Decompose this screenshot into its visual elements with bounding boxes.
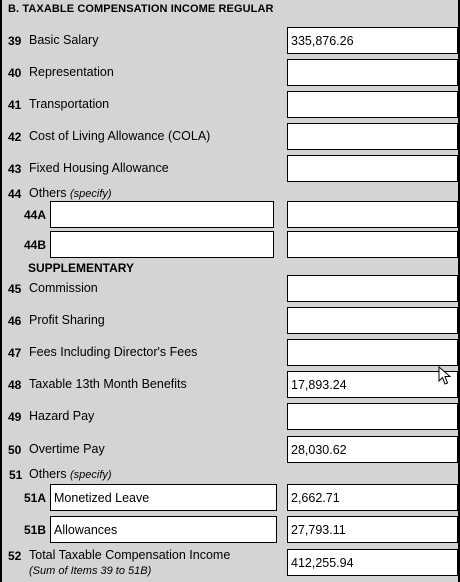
section-title: B. TAXABLE COMPENSATION INCOME REGULAR	[8, 3, 274, 15]
transportation-field[interactable]	[287, 91, 458, 118]
item-51b-number: 51B	[24, 523, 47, 537]
item-44-label	[29, 186, 112, 200]
item-39-number: 39	[8, 34, 22, 48]
thirteenth-month-field[interactable]: 17,893.24	[287, 371, 458, 398]
item-51-note: (specify)	[70, 469, 112, 481]
overtime-pay-field[interactable]: 28,030.62	[287, 436, 458, 463]
item-52-label: Total Taxable Compensation Income	[29, 548, 231, 562]
item-48-number: 48	[8, 378, 22, 392]
item-50-number: 50	[8, 443, 22, 457]
item-52-note: (Sum of Items 39 to 51B)	[29, 565, 152, 577]
item-41-label: Transportation	[29, 97, 110, 111]
representation-field[interactable]	[287, 59, 458, 86]
item-44-number: 44	[8, 187, 22, 201]
item-44a-number: 44A	[24, 208, 47, 222]
item-44a-amount-field[interactable]	[287, 201, 458, 228]
item-52-number: 52	[8, 549, 22, 563]
item-49-label: Hazard Pay	[29, 409, 95, 423]
item-46-number: 46	[8, 314, 22, 328]
item-50-label: Overtime Pay	[29, 442, 105, 456]
item-44b-number: 44B	[24, 238, 47, 252]
directors-fees-field[interactable]	[287, 339, 458, 366]
item-42-number: 42	[8, 130, 22, 144]
item-44b-name-field[interactable]	[50, 231, 274, 258]
item-47-number: 47	[8, 346, 22, 360]
item-42-label: Cost of Living Allowance (COLA)	[29, 129, 211, 143]
item-45-label: Commission	[29, 281, 98, 295]
mouse-pointer-icon	[438, 366, 454, 386]
item-51-label	[29, 467, 112, 481]
item-40-number: 40	[8, 66, 22, 80]
item-51-number: 51	[9, 468, 23, 482]
commission-field[interactable]	[287, 275, 458, 302]
item-44-label-text: Others	[29, 186, 67, 200]
total-taxable-compensation-field[interactable]: 412,255.94	[287, 549, 458, 576]
item-44a-name-field[interactable]	[50, 201, 274, 228]
item-51a-amount-field[interactable]: 2,662.71	[287, 484, 458, 511]
item-51b-name-field[interactable]: Allowances	[50, 516, 277, 543]
form-left-border	[0, 0, 2, 582]
cola-field[interactable]	[287, 123, 458, 150]
item-44-note: (specify)	[70, 188, 112, 200]
item-46-label: Profit Sharing	[29, 313, 105, 327]
item-43-number: 43	[8, 162, 22, 176]
basic-salary-field[interactable]: 335,876.26	[287, 27, 458, 54]
item-51b-amount-field[interactable]: 27,793.11	[287, 516, 458, 543]
item-40-label: Representation	[29, 65, 114, 79]
item-51a-name-field[interactable]: Monetized Leave	[50, 484, 277, 511]
item-49-number: 49	[8, 410, 22, 424]
item-44b-amount-field[interactable]	[287, 231, 458, 258]
supplementary-heading: SUPPLEMENTARY	[28, 261, 135, 275]
hazard-pay-field[interactable]	[287, 403, 458, 430]
item-43-label: Fixed Housing Allowance	[29, 161, 169, 175]
item-48-label: Taxable 13th Month Benefits	[29, 377, 187, 391]
item-47-label: Fees Including Director's Fees	[29, 345, 198, 359]
item-41-number: 41	[8, 98, 22, 112]
profit-sharing-field[interactable]	[287, 307, 458, 334]
item-51-label-text: Others	[29, 467, 67, 481]
item-39-label: Basic Salary	[29, 33, 99, 47]
item-51a-number: 51A	[24, 491, 47, 505]
fixed-housing-allowance-field[interactable]	[287, 155, 458, 182]
item-45-number: 45	[8, 282, 22, 296]
